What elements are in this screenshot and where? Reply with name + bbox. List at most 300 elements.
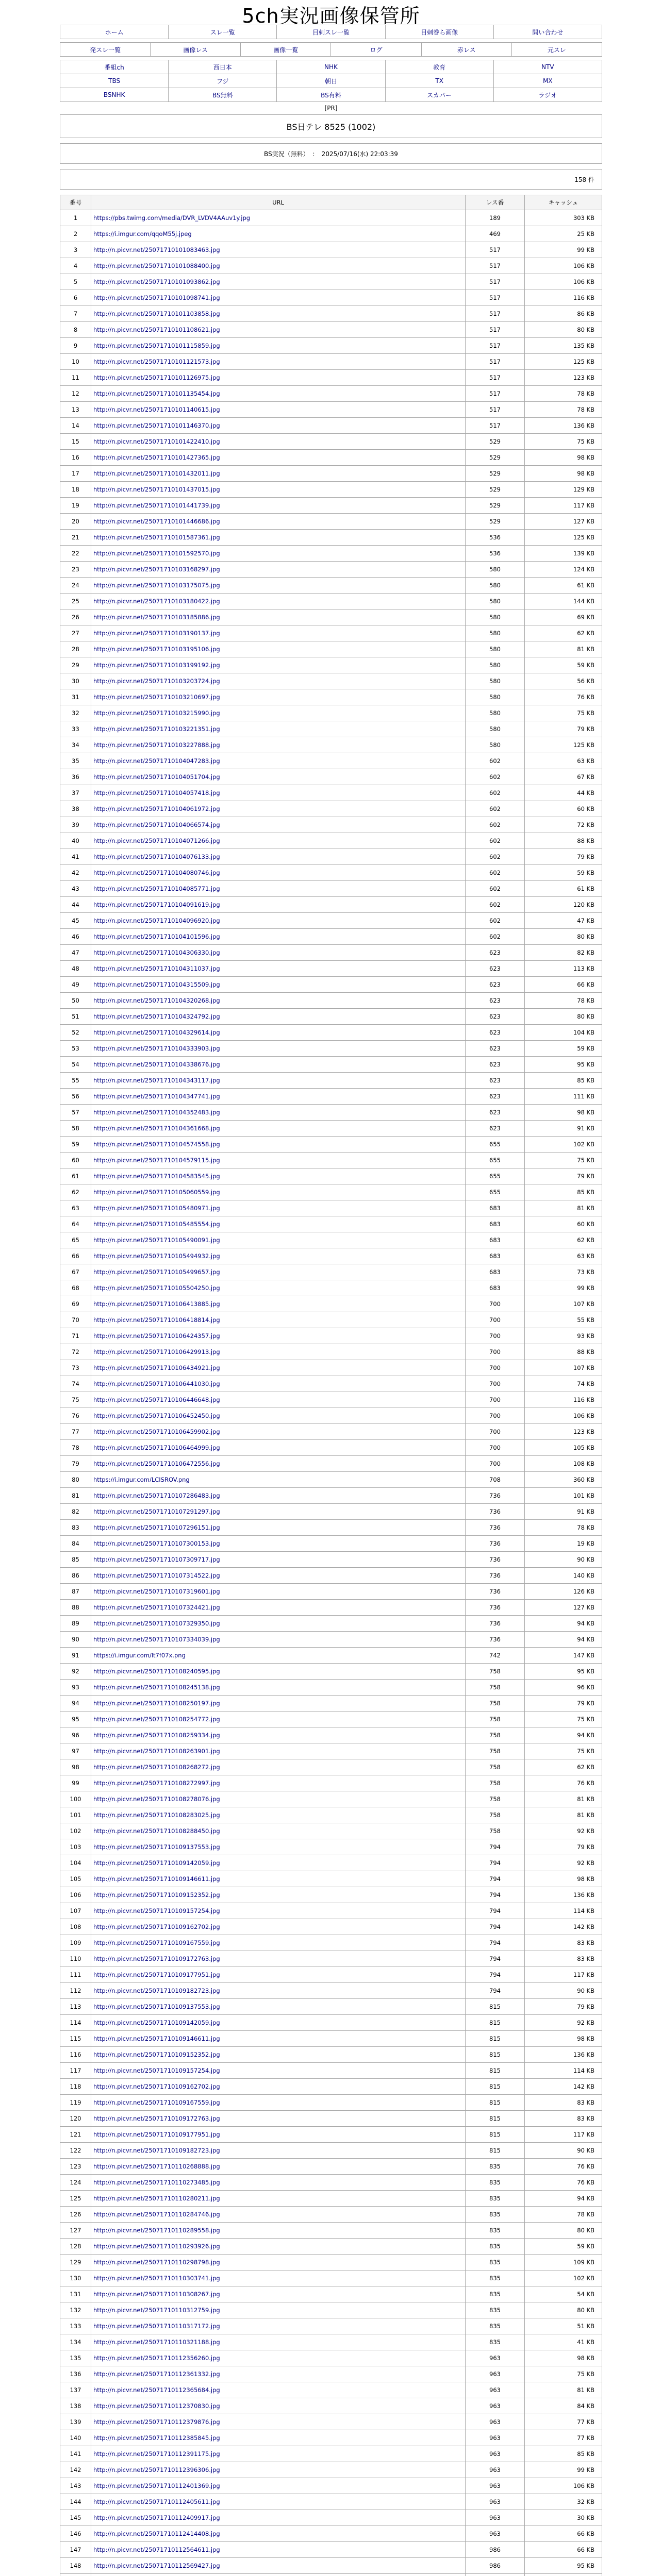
- cache-size: 125 KB: [525, 530, 602, 546]
- cache-size: 81 KB: [525, 641, 602, 657]
- cache-size: 142 KB: [525, 1919, 602, 1935]
- image-url-link[interactable]: http://n.picvr.net/25071710109182723.jpg: [93, 2147, 220, 2154]
- image-url-link[interactable]: http://n.picvr.net/25071710101427365.jpg: [93, 454, 220, 461]
- image-url-link[interactable]: http://n.picvr.net/25071710103203724.jpg: [93, 677, 220, 685]
- image-url-link[interactable]: http://n.picvr.net/25071710104091619.jpg: [93, 901, 220, 908]
- image-url-link[interactable]: http://n.picvr.net/25071710112356260.jpg: [93, 2354, 220, 2362]
- image-url-link[interactable]: http://n.picvr.net/25071710110321188.jpg: [93, 2338, 220, 2346]
- res-number: 963: [466, 2366, 525, 2382]
- res-number: 529: [466, 434, 525, 450]
- table-row: [60, 657, 602, 673]
- subnav-original-thread-link[interactable]: 元スレ: [547, 46, 566, 54]
- subnav-threads-link[interactable]: 発スレ一覧: [90, 46, 121, 54]
- image-url-link[interactable]: http://n.picvr.net/25071710107314522.jpg: [93, 1572, 220, 1579]
- image-url-link[interactable]: http://n.picvr.net/25071710105485554.jpg: [93, 1221, 220, 1228]
- res-number: 815: [466, 2063, 525, 2079]
- row-number: 130: [60, 2270, 91, 2286]
- row-number: 102: [60, 1823, 91, 1839]
- image-url-link[interactable]: http://n.picvr.net/25071710107291297.jpg: [93, 1508, 220, 1515]
- channel-link[interactable]: MX: [543, 77, 553, 84]
- image-url-link[interactable]: http://n.picvr.net/25071710104051704.jpg: [93, 773, 220, 781]
- image-url-link[interactable]: http://n.picvr.net/25071710104338676.jpg: [93, 1061, 220, 1068]
- image-url-link[interactable]: http://n.picvr.net/25071710103199192.jpg: [93, 662, 220, 669]
- image-url-link[interactable]: http://n.picvr.net/25071710106429913.jpg: [93, 1348, 220, 1355]
- row-number: 140: [60, 2430, 91, 2446]
- image-url-link[interactable]: http://n.picvr.net/25071710104574558.jpg: [93, 1141, 220, 1148]
- res-number: 580: [466, 609, 525, 625]
- image-url-link[interactable]: http://n.picvr.net/25071710108272997.jpg: [93, 1780, 220, 1787]
- cache-size: 127 KB: [525, 1600, 602, 1616]
- url-cell: [91, 1168, 466, 1184]
- image-url-link[interactable]: http://n.picvr.net/25071710109177951.jpg: [93, 1971, 220, 1978]
- image-url-link[interactable]: http://n.picvr.net/25071710110303741.jpg: [93, 2275, 220, 2282]
- image-url-link[interactable]: http://n.picvr.net/25071710101422410.jpg: [93, 438, 220, 445]
- row-number: 84: [60, 1536, 91, 1552]
- image-url-link[interactable]: http://n.picvr.net/25071710104306330.jpg: [93, 949, 220, 956]
- row-number: 45: [60, 913, 91, 929]
- image-url-link[interactable]: http://n.picvr.net/25071710104085771.jpg: [93, 885, 220, 892]
- url-cell: [91, 801, 466, 817]
- nav-home-link[interactable]: ホーム: [105, 28, 124, 36]
- image-url-link[interactable]: http://n.picvr.net/25071710109172763.jpg: [93, 1955, 220, 1962]
- row-number: 44: [60, 897, 91, 913]
- row-number: 74: [60, 1376, 91, 1392]
- image-url-link[interactable]: http://n.picvr.net/25071710101135454.jpg: [93, 390, 220, 397]
- image-url-link[interactable]: http://n.picvr.net/25071710107329350.jpg: [93, 1620, 220, 1627]
- image-url-link[interactable]: http://n.picvr.net/25071710101108621.jpg: [93, 326, 220, 333]
- row-number: 51: [60, 1009, 91, 1025]
- res-number: 700: [466, 1376, 525, 1392]
- subnav-image-res-link[interactable]: 画像レス: [183, 46, 208, 54]
- image-url-link[interactable]: http://n.picvr.net/25071710108259334.jpg: [93, 1732, 220, 1739]
- image-url-link[interactable]: http://n.picvr.net/25071710107319601.jpg: [93, 1588, 220, 1595]
- image-url-link[interactable]: http://n.picvr.net/25071710107286483.jpg: [93, 1492, 220, 1499]
- cache-size: 85 KB: [525, 2446, 602, 2462]
- image-url-link[interactable]: http://n.picvr.net/25071710110308267.jpg: [93, 2291, 220, 2298]
- row-number: 112: [60, 1983, 91, 1999]
- image-url-link[interactable]: http://n.picvr.net/25071710112379876.jpg: [93, 2418, 220, 2426]
- table-row: [60, 2207, 602, 2223]
- image-url-link[interactable]: http://n.picvr.net/25071710103175075.jpg: [93, 582, 220, 589]
- channel-link[interactable]: 西日本: [213, 63, 232, 71]
- cache-size: 66 KB: [525, 977, 602, 993]
- row-number: 124: [60, 2175, 91, 2191]
- row-number: 37: [60, 785, 91, 801]
- image-url-link[interactable]: http://n.picvr.net/25071710105060559.jpg: [93, 1189, 220, 1196]
- result-count: 158 件: [60, 169, 602, 190]
- image-url-link[interactable]: http://n.picvr.net/25071710108245138.jpg: [93, 1684, 220, 1691]
- image-url-link[interactable]: http://n.picvr.net/25071710109146611.jpg: [93, 2035, 220, 2042]
- table-row: [60, 1600, 602, 1616]
- image-url-link[interactable]: http://n.picvr.net/25071710109177951.jpg: [93, 2131, 220, 2138]
- image-url-link[interactable]: http://n.picvr.net/25071710107309717.jpg: [93, 1556, 220, 1563]
- image-url-link[interactable]: http://n.picvr.net/25071710104057418.jpg: [93, 789, 220, 796]
- channel-cell: [169, 74, 277, 88]
- nav-contact-link[interactable]: 問い合わせ: [532, 28, 564, 36]
- channel-link[interactable]: TX: [435, 77, 443, 84]
- image-url-link[interactable]: http://n.picvr.net/25071710101446686.jpg: [93, 518, 220, 525]
- url-cell: [91, 402, 466, 418]
- channel-cell: [169, 88, 277, 102]
- image-url-link[interactable]: http://n.picvr.net/25071710104066574.jpg: [93, 821, 220, 828]
- image-url-link[interactable]: http://n.picvr.net/25071710109157254.jpg: [93, 2067, 220, 2074]
- image-url-link[interactable]: http://n.picvr.net/25071710109142059.jpg: [93, 1859, 220, 1867]
- table-row: [60, 2127, 602, 2143]
- url-cell: [91, 274, 466, 290]
- image-url-link[interactable]: http://n.picvr.net/25071710109152352.jpg: [93, 1891, 220, 1899]
- image-url-link[interactable]: http://n.picvr.net/25071710110312759.jpg: [93, 2307, 220, 2314]
- cache-size: 99 KB: [525, 1280, 602, 1296]
- image-url-link[interactable]: http://n.picvr.net/25071710104071266.jpg: [93, 837, 220, 844]
- url-cell: [91, 466, 466, 482]
- subnav-log-link[interactable]: ログ: [370, 46, 383, 54]
- image-url-link[interactable]: http://n.picvr.net/25071710104333903.jpg: [93, 1045, 220, 1052]
- subnav-red-res-link[interactable]: 赤レス: [457, 46, 476, 54]
- image-url-link[interactable]: http://n.picvr.net/25071710112409917.jpg: [93, 2514, 220, 2521]
- row-number: 109: [60, 1935, 91, 1951]
- table-row: [60, 1440, 602, 1456]
- image-url-link[interactable]: https://i.imgur.com/LCISROV.png: [93, 1476, 190, 1483]
- image-url-link[interactable]: http://n.picvr.net/25071710106418814.jpg: [93, 1316, 220, 1324]
- cache-size: 62 KB: [525, 1232, 602, 1248]
- url-cell: [91, 1344, 466, 1360]
- image-url-link[interactable]: http://n.picvr.net/25071710110317172.jpg: [93, 2323, 220, 2330]
- image-url-link[interactable]: http://n.picvr.net/25071710101441739.jpg: [93, 502, 220, 509]
- image-url-link[interactable]: http://n.picvr.net/25071710112564611.jpg: [93, 2546, 220, 2553]
- image-url-link[interactable]: http://n.picvr.net/25071710103210697.jpg: [93, 693, 220, 701]
- cache-size: 72 KB: [525, 817, 602, 833]
- url-cell: [91, 1089, 466, 1105]
- res-number: 580: [466, 721, 525, 737]
- image-url-link[interactable]: http://n.picvr.net/25071710103227888.jpg: [93, 741, 220, 749]
- url-cell: [91, 2270, 466, 2286]
- image-url-link[interactable]: http://n.picvr.net/25071710109142059.jpg: [93, 2019, 220, 2026]
- image-url-link[interactable]: http://n.picvr.net/25071710101146370.jpg: [93, 422, 220, 429]
- image-url-link[interactable]: http://n.picvr.net/25071710106424357.jpg: [93, 1332, 220, 1340]
- subnav-image-list-link[interactable]: 画像一覧: [273, 46, 299, 54]
- cache-size: 92 KB: [525, 1855, 602, 1871]
- image-url-link[interactable]: http://n.picvr.net/25071710109146611.jpg: [93, 1875, 220, 1883]
- image-url-link[interactable]: http://n.picvr.net/25071710104343117.jpg: [93, 1077, 220, 1084]
- image-url-link[interactable]: http://n.picvr.net/25071710112391175.jpg: [93, 2450, 220, 2458]
- row-number: 61: [60, 1168, 91, 1184]
- res-number: 963: [466, 2526, 525, 2542]
- row-number: 81: [60, 1488, 91, 1504]
- image-url-link[interactable]: http://n.picvr.net/25071710101088400.jpg: [93, 262, 220, 269]
- url-cell: [91, 2382, 466, 2398]
- res-number: 736: [466, 1600, 525, 1616]
- image-url-link[interactable]: http://n.picvr.net/25071710112385845.jpg: [93, 2434, 220, 2442]
- image-url-link[interactable]: http://n.picvr.net/25071710112414408.jpg: [93, 2530, 220, 2537]
- cache-size: 61 KB: [525, 881, 602, 897]
- table-row: [60, 338, 602, 354]
- image-url-link[interactable]: http://n.picvr.net/25071710109167559.jpg: [93, 2099, 220, 2106]
- nav-thread-list-link[interactable]: スレ一覧: [210, 28, 235, 36]
- url-cell: [91, 2526, 466, 2542]
- image-url-link[interactable]: http://n.picvr.net/25071710112396306.jpg: [93, 2466, 220, 2473]
- table-row: [60, 1105, 602, 1121]
- image-url-link[interactable]: http://n.picvr.net/25071710101115859.jpg: [93, 342, 220, 349]
- image-url-link[interactable]: http://n.picvr.net/25071710101121573.jpg: [93, 358, 220, 365]
- nav-featured-list-link[interactable]: 目刺スレ一覧: [312, 28, 350, 36]
- image-url-link[interactable]: http://n.picvr.net/25071710107296151.jpg: [93, 1524, 220, 1531]
- channel-link[interactable]: 教育: [433, 63, 446, 71]
- image-url-link[interactable]: http://n.picvr.net/25071710103221351.jpg: [93, 725, 220, 733]
- nav-featured-images-link[interactable]: 目刺巻ら画像: [421, 28, 458, 36]
- url-cell: [91, 881, 466, 897]
- url-cell: [91, 1983, 466, 1999]
- image-url-link[interactable]: http://n.picvr.net/25071710103168297.jpg: [93, 566, 220, 573]
- table-row: [60, 578, 602, 594]
- url-cell: [91, 961, 466, 977]
- res-number: 517: [466, 418, 525, 434]
- image-url-link[interactable]: http://n.picvr.net/25071710104361668.jpg: [93, 1125, 220, 1132]
- cache-size: 41 KB: [525, 2334, 602, 2350]
- channel-link[interactable]: NHK: [324, 63, 338, 71]
- image-url-link[interactable]: http://n.picvr.net/25071710103180422.jpg: [93, 598, 220, 605]
- image-url-link[interactable]: http://n.picvr.net/25071710108263901.jpg: [93, 1748, 220, 1755]
- image-url-link[interactable]: http://n.picvr.net/25071710104047283.jpg: [93, 757, 220, 765]
- image-url-link[interactable]: http://n.picvr.net/25071710108268272.jpg: [93, 1764, 220, 1771]
- image-url-link[interactable]: http://n.picvr.net/25071710103185886.jpg: [93, 614, 220, 621]
- row-number: 120: [60, 2111, 91, 2127]
- row-number: 33: [60, 721, 91, 737]
- url-cell: [91, 849, 466, 865]
- image-url-link[interactable]: http://n.picvr.net/25071710107324421.jpg: [93, 1604, 220, 1611]
- cache-size: 59 KB: [525, 657, 602, 673]
- image-url-link[interactable]: http://n.picvr.net/25071710107334039.jpg: [93, 1636, 220, 1643]
- image-url-link[interactable]: http://n.picvr.net/25071710104352483.jpg: [93, 1109, 220, 1116]
- image-url-link[interactable]: http://n.picvr.net/25071710101587361.jpg: [93, 534, 220, 541]
- res-number: 517: [466, 258, 525, 274]
- table-row: [60, 753, 602, 769]
- image-url-link[interactable]: http://n.picvr.net/25071710108288450.jpg: [93, 1827, 220, 1835]
- image-url-link[interactable]: http://n.picvr.net/25071710104579115.jpg: [93, 1157, 220, 1164]
- image-url-link[interactable]: http://n.picvr.net/25071710110280211.jpg: [93, 2195, 220, 2202]
- cache-size: 80 KB: [525, 929, 602, 945]
- image-url-link[interactable]: http://n.picvr.net/25071710108254772.jpg: [93, 1716, 220, 1723]
- image-url-link[interactable]: http://n.picvr.net/25071710101098741.jpg: [93, 294, 220, 301]
- row-number: 145: [60, 2510, 91, 2526]
- image-url-link[interactable]: http://n.picvr.net/25071710109182723.jpg: [93, 1987, 220, 1994]
- image-url-link[interactable]: http://n.picvr.net/25071710106413885.jpg: [93, 1300, 220, 1308]
- image-url-link[interactable]: http://n.picvr.net/25071710112365684.jpg: [93, 2386, 220, 2394]
- image-url-link[interactable]: http://n.picvr.net/25071710110293926.jpg: [93, 2243, 220, 2250]
- image-url-link[interactable]: http://n.picvr.net/25071710101083463.jpg: [93, 246, 220, 253]
- image-url-link[interactable]: http://n.picvr.net/25071710104329614.jpg: [93, 1029, 220, 1036]
- image-url-link[interactable]: http://n.picvr.net/25071710112569427.jpg: [93, 2562, 220, 2569]
- image-url-link[interactable]: http://n.picvr.net/25071710106441030.jpg: [93, 1380, 220, 1387]
- table-row: [60, 849, 602, 865]
- image-url-link[interactable]: http://n.picvr.net/25071710104311037.jpg: [93, 965, 220, 972]
- table-row: [60, 881, 602, 897]
- image-url-link[interactable]: http://n.picvr.net/25071710110268888.jpg: [93, 2163, 220, 2170]
- channel-link[interactable]: ラジオ: [538, 91, 557, 99]
- url-cell: [91, 2111, 466, 2127]
- row-number: 31: [60, 689, 91, 705]
- image-url-link[interactable]: http://n.picvr.net/25071710109162702.jpg: [93, 1923, 220, 1930]
- row-number: 26: [60, 609, 91, 625]
- image-url-link[interactable]: http://n.picvr.net/25071710110298798.jpg: [93, 2259, 220, 2266]
- row-number: 125: [60, 2191, 91, 2207]
- image-url-link[interactable]: http://n.picvr.net/25071710101103858.jpg: [93, 310, 220, 317]
- url-cell: [91, 1727, 466, 1743]
- cache-size: 73 KB: [525, 1264, 602, 1280]
- row-number: 73: [60, 1360, 91, 1376]
- table-row: [60, 1871, 602, 1887]
- image-url-link[interactable]: http://n.picvr.net/25071710103190137.jpg: [93, 630, 220, 637]
- url-cell: [91, 1903, 466, 1919]
- cache-size: 303 KB: [525, 210, 602, 226]
- image-url-link[interactable]: http://n.picvr.net/25071710104076133.jpg: [93, 853, 220, 860]
- image-url-link[interactable]: http://n.picvr.net/25071710112361332.jpg: [93, 2370, 220, 2378]
- image-url-link[interactable]: http://n.picvr.net/25071710105490091.jpg: [93, 1236, 220, 1244]
- image-url-link[interactable]: http://n.picvr.net/25071710103215990.jpg: [93, 709, 220, 717]
- row-number: 131: [60, 2286, 91, 2302]
- image-url-link[interactable]: http://n.picvr.net/25071710109162702.jpg: [93, 2083, 220, 2090]
- url-cell: [91, 689, 466, 705]
- res-number: 736: [466, 1488, 525, 1504]
- image-url-link[interactable]: http://n.picvr.net/25071710110289558.jpg: [93, 2227, 220, 2234]
- image-url-link[interactable]: http://n.picvr.net/25071710104096920.jpg: [93, 917, 220, 924]
- url-cell: [91, 1232, 466, 1248]
- image-url-link[interactable]: http://n.picvr.net/25071710109172763.jpg: [93, 2115, 220, 2122]
- channel-link[interactable]: スカパー: [427, 91, 452, 99]
- image-url-link[interactable]: http://n.picvr.net/25071710110273485.jpg: [93, 2179, 220, 2186]
- image-url-link[interactable]: http://n.picvr.net/25071710101437015.jpg: [93, 486, 220, 493]
- image-url-link[interactable]: http://n.picvr.net/25071710109137553.jpg: [93, 1843, 220, 1851]
- cache-size: 78 KB: [525, 1520, 602, 1536]
- image-url-link[interactable]: http://n.picvr.net/25071710104583545.jpg: [93, 1173, 220, 1180]
- res-number: 623: [466, 1009, 525, 1025]
- image-url-table: [60, 195, 602, 2576]
- row-number: 29: [60, 657, 91, 673]
- url-cell: [91, 1105, 466, 1121]
- image-url-link[interactable]: http://n.picvr.net/25071710106446648.jpg: [93, 1396, 220, 1403]
- image-url-link[interactable]: http://n.picvr.net/25071710101126975.jpg: [93, 374, 220, 381]
- image-url-link[interactable]: http://n.picvr.net/25071710104324792.jpg: [93, 1013, 220, 1020]
- row-number: 38: [60, 801, 91, 817]
- row-number: 100: [60, 1791, 91, 1807]
- row-number: 146: [60, 2526, 91, 2542]
- image-url-link[interactable]: http://n.picvr.net/25071710104061972.jpg: [93, 805, 220, 812]
- image-url-link[interactable]: https://pbs.twimg.com/media/DVR_LVDV4AAuv1y.jpg: [93, 214, 251, 222]
- image-url-link[interactable]: http://n.picvr.net/25071710104320268.jpg: [93, 997, 220, 1004]
- cache-size: 83 KB: [525, 1951, 602, 1967]
- image-url-link[interactable]: http://n.picvr.net/25071710108240595.jpg: [93, 1668, 220, 1675]
- cache-size: 80 KB: [525, 322, 602, 338]
- table-row: [60, 1424, 602, 1440]
- image-url-link[interactable]: http://n.picvr.net/25071710104101596.jpg: [93, 933, 220, 940]
- cache-size: 88 KB: [525, 833, 602, 849]
- cache-size: 60 KB: [525, 1216, 602, 1232]
- channel-link[interactable]: TBS: [108, 77, 121, 84]
- cache-size: 86 KB: [525, 306, 602, 322]
- url-cell: [91, 1935, 466, 1951]
- image-url-link[interactable]: http://n.picvr.net/25071710108250197.jpg: [93, 1700, 220, 1707]
- row-number: 18: [60, 482, 91, 498]
- image-url-link[interactable]: http://n.picvr.net/25071710106459902.jpg: [93, 1428, 220, 1435]
- cache-size: 105 KB: [525, 1440, 602, 1456]
- table-row: [60, 2111, 602, 2127]
- res-number: 736: [466, 1504, 525, 1520]
- image-url-link[interactable]: http://n.picvr.net/25071710108283025.jpg: [93, 1811, 220, 1819]
- image-url-link[interactable]: http://n.picvr.net/25071710105499657.jpg: [93, 1268, 220, 1276]
- res-number: 963: [466, 2494, 525, 2510]
- image-url-link[interactable]: http://n.picvr.net/25071710109137553.jpg: [93, 2003, 220, 2010]
- table-row: [60, 1089, 602, 1105]
- image-url-link[interactable]: https://i.imgur.com/qqoM55j.jpeg: [93, 230, 192, 238]
- channel-cell: [385, 74, 493, 88]
- image-url-link[interactable]: http://n.picvr.net/25071710103195106.jpg: [93, 646, 220, 653]
- res-number: 623: [466, 1121, 525, 1137]
- res-number: 700: [466, 1456, 525, 1472]
- row-number: 83: [60, 1520, 91, 1536]
- image-url-link[interactable]: http://n.picvr.net/25071710112401369.jpg: [93, 2482, 220, 2489]
- image-url-link[interactable]: http://n.picvr.net/25071710106472556.jpg: [93, 1460, 220, 1467]
- image-url-link[interactable]: http://n.picvr.net/25071710108278076.jpg: [93, 1795, 220, 1803]
- channel-link[interactable]: 番組ch: [104, 63, 124, 71]
- url-cell: [91, 913, 466, 929]
- image-url-link[interactable]: http://n.picvr.net/25071710109167559.jpg: [93, 1939, 220, 1946]
- image-url-link[interactable]: http://n.picvr.net/25071710112405611.jpg: [93, 2498, 220, 2505]
- table-row: [60, 689, 602, 705]
- channel-nav: [60, 60, 602, 102]
- image-url-link[interactable]: http://n.picvr.net/25071710109157254.jpg: [93, 1907, 220, 1914]
- image-url-link[interactable]: http://n.picvr.net/25071710107300153.jpg: [93, 1540, 220, 1547]
- row-number: 46: [60, 929, 91, 945]
- image-url-link[interactable]: http://n.picvr.net/25071710105504250.jpg: [93, 1284, 220, 1292]
- channel-link[interactable]: BSNHK: [103, 91, 125, 98]
- row-number: 62: [60, 1184, 91, 1200]
- image-url-link[interactable]: http://n.picvr.net/25071710110284746.jpg: [93, 2211, 220, 2218]
- table-row: [60, 1568, 602, 1584]
- channel-link[interactable]: 朝日: [324, 77, 337, 85]
- table-row: [60, 2159, 602, 2175]
- channel-link[interactable]: NTV: [541, 63, 554, 71]
- cache-size: 81 KB: [525, 2382, 602, 2398]
- image-url-link[interactable]: https://i.imgur.com/lt7f07x.png: [93, 1652, 186, 1659]
- url-cell: [91, 482, 466, 498]
- image-url-link[interactable]: http://n.picvr.net/25071710106452450.jpg: [93, 1412, 220, 1419]
- image-url-link[interactable]: http://n.picvr.net/25071710101432011.jpg: [93, 470, 220, 477]
- url-cell: [91, 2079, 466, 2095]
- channel-link[interactable]: BS有料: [321, 91, 341, 99]
- image-url-link[interactable]: http://n.picvr.net/25071710104347741.jpg: [93, 1093, 220, 1100]
- image-url-link[interactable]: http://n.picvr.net/25071710112370830.jpg: [93, 2402, 220, 2410]
- image-url-link[interactable]: http://n.picvr.net/25071710104080746.jpg: [93, 869, 220, 876]
- table-row: [60, 386, 602, 402]
- image-url-link[interactable]: http://n.picvr.net/25071710106464999.jpg: [93, 1444, 220, 1451]
- image-url-link[interactable]: http://n.picvr.net/25071710101140615.jpg: [93, 406, 220, 413]
- res-number: 736: [466, 1520, 525, 1536]
- image-url-link[interactable]: http://n.picvr.net/25071710106434921.jpg: [93, 1364, 220, 1371]
- image-url-link[interactable]: http://n.picvr.net/25071710105480971.jpg: [93, 1205, 220, 1212]
- channel-cell: [60, 74, 169, 88]
- image-url-link[interactable]: http://n.picvr.net/25071710105494932.jpg: [93, 1252, 220, 1260]
- sub-nav-cell: [60, 43, 151, 57]
- res-number: 580: [466, 737, 525, 753]
- image-url-link[interactable]: http://n.picvr.net/25071710101093862.jpg: [93, 278, 220, 285]
- url-cell: [91, 2095, 466, 2111]
- image-url-link[interactable]: http://n.picvr.net/25071710109152352.jpg: [93, 2051, 220, 2058]
- image-url-link[interactable]: http://n.picvr.net/25071710104315509.jpg: [93, 981, 220, 988]
- cache-size: 99 KB: [525, 2462, 602, 2478]
- channel-link[interactable]: フジ: [217, 77, 229, 85]
- image-url-link[interactable]: http://n.picvr.net/25071710101592570.jpg: [93, 550, 220, 557]
- channel-link[interactable]: BS無料: [212, 91, 233, 99]
- row-number: 87: [60, 1584, 91, 1600]
